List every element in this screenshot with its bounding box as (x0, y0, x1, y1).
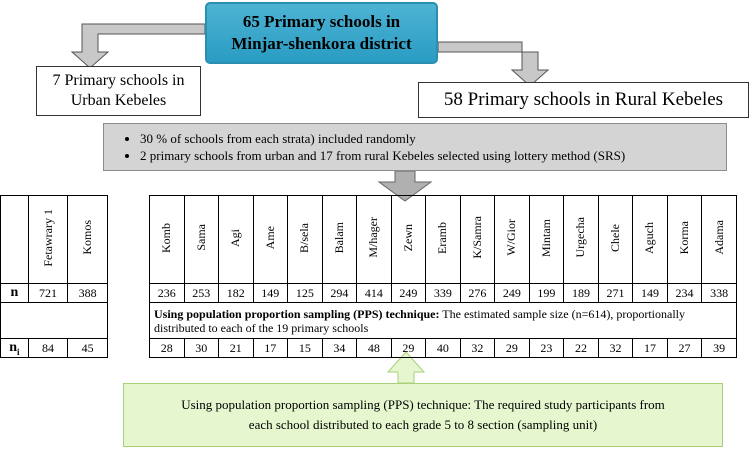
urban-corner-cell (1, 196, 29, 284)
school-name: Komb (159, 222, 174, 253)
pps-note-bold: Using population proportion sampling (PPS) technique: (154, 306, 440, 321)
school-name: Aguch (642, 221, 657, 254)
rural-school-header (391, 196, 426, 284)
urban-line1: 7 Primary schools in (52, 72, 185, 89)
school-n-value: 253 (184, 284, 219, 303)
rural-school-header (322, 196, 357, 284)
school-ni-value: 17 (633, 339, 668, 358)
rural-school-header (253, 196, 288, 284)
pps-note-text: The estimated sample size (n=614), proportionally distributed to each of the 19 primary schools (154, 306, 685, 335)
school-n-value: 414 (357, 284, 392, 303)
urban-schools-box (36, 66, 201, 116)
urban-line2: Urban Kebeles (70, 92, 167, 109)
urban-school-header (68, 196, 108, 284)
school-name: M/hager (366, 217, 381, 258)
rural-text: 58 Primary schools in Rural Kebeles (443, 89, 724, 110)
school-n-value: 199 (529, 284, 564, 303)
school-ni-value: 30 (184, 339, 219, 358)
school-ni-value: 84 (28, 339, 68, 358)
rural-header-row (150, 196, 737, 284)
school-ni-value: 39 (702, 339, 737, 358)
school-ni-value: 15 (288, 339, 323, 358)
school-n-value: 388 (68, 284, 108, 303)
school-ni-value: 45 (68, 339, 108, 358)
rural-school-header (633, 196, 668, 284)
rural-school-header (288, 196, 323, 284)
school-ni-value: 29 (391, 339, 426, 358)
school-name: Fetawrary 1 (40, 208, 55, 267)
district-title-line1: 65 Primary schools in (242, 12, 401, 31)
arrow-to-urban (72, 24, 205, 68)
school-ni-value: 17 (253, 339, 288, 358)
school-name: Sama (193, 224, 208, 251)
rural-school-header (598, 196, 633, 284)
school-name: Komos (80, 220, 95, 255)
rural-school-header (667, 196, 702, 284)
school-n-value: 189 (564, 284, 599, 303)
school-ni-value: 34 (322, 339, 357, 358)
school-n-value: 149 (253, 284, 288, 303)
rural-school-header (219, 196, 254, 284)
final-line2: each school distributed to each grade 5 to 8 section (sampling unit) (248, 417, 598, 432)
school-ni-value: 29 (495, 339, 530, 358)
rural-n-row (150, 284, 737, 303)
school-name: Korma (676, 220, 691, 255)
school-n-value: 236 (150, 284, 185, 303)
urban-spacer-cell (1, 303, 108, 339)
rural-school-header (495, 196, 530, 284)
school-name: Balam (331, 221, 346, 254)
row-n-label: n (1, 284, 29, 303)
final-line1: Using population proportion sampling (PPS) technique: The required study participants from (181, 397, 665, 412)
rural-school-header (702, 196, 737, 284)
rural-schools-table (149, 195, 737, 358)
school-ni-value: 23 (529, 339, 564, 358)
rural-school-header (460, 196, 495, 284)
school-n-value: 721 (28, 284, 68, 303)
district-title-line2: Minjar-shenkora district (231, 34, 412, 53)
school-name: B/sela (297, 222, 312, 253)
school-ni-value: 32 (598, 339, 633, 358)
school-name: Adama (711, 220, 726, 255)
school-n-value: 276 (460, 284, 495, 303)
school-n-value: 125 (288, 284, 323, 303)
school-ni-value: 21 (219, 339, 254, 358)
school-name: Mintam (538, 218, 553, 257)
method-bullet: • 2 primary schools from urban and 17 from rural Kebeles selected using lottery method (SRS) (140, 147, 726, 164)
school-ni-value: 27 (667, 339, 702, 358)
school-n-value: 339 (426, 284, 461, 303)
school-ni-value: 28 (150, 339, 185, 358)
school-name: Chele (607, 223, 622, 252)
arrow-to-rural (438, 42, 548, 86)
school-ni-value: 22 (564, 339, 599, 358)
school-name: Ame (262, 225, 277, 250)
final-pps-box (123, 383, 723, 447)
rural-school-header (150, 196, 185, 284)
school-ni-value: 48 (357, 339, 392, 358)
school-n-value: 234 (667, 284, 702, 303)
rural-schools-box (418, 82, 749, 118)
school-name: K/Samra (469, 216, 484, 259)
rural-school-header (529, 196, 564, 284)
school-n-value: 182 (219, 284, 254, 303)
row-ni-label (1, 339, 29, 358)
urban-schools-table (0, 195, 108, 358)
rural-school-header (357, 196, 392, 284)
district-schools-box (205, 2, 438, 64)
school-n-value: 294 (322, 284, 357, 303)
method-bullet: • 30 % of schools from each strata) included randomly (140, 130, 726, 147)
rural-school-header (426, 196, 461, 284)
ni-subscript: i (16, 346, 20, 357)
method-bullets (104, 130, 726, 164)
school-ni-value: 40 (426, 339, 461, 358)
school-name: Urgecha (573, 217, 588, 258)
sampling-method-box (103, 123, 727, 171)
school-name: Agi (228, 228, 243, 247)
school-name: Zewn (400, 223, 415, 252)
school-n-value: 249 (391, 284, 426, 303)
school-ni-value: 32 (460, 339, 495, 358)
ni-letter: n (9, 339, 17, 355)
school-n-value: 249 (495, 284, 530, 303)
school-n-value: 149 (633, 284, 668, 303)
rural-school-header (564, 196, 599, 284)
urban-school-header (28, 196, 68, 284)
school-name: W/Gior (504, 219, 519, 256)
school-n-value: 338 (702, 284, 737, 303)
rural-ni-row (150, 339, 737, 358)
pps-note-cell (150, 303, 737, 339)
rural-school-header (184, 196, 219, 284)
school-n-value: 271 (598, 284, 633, 303)
school-name: Eramb (435, 221, 450, 254)
